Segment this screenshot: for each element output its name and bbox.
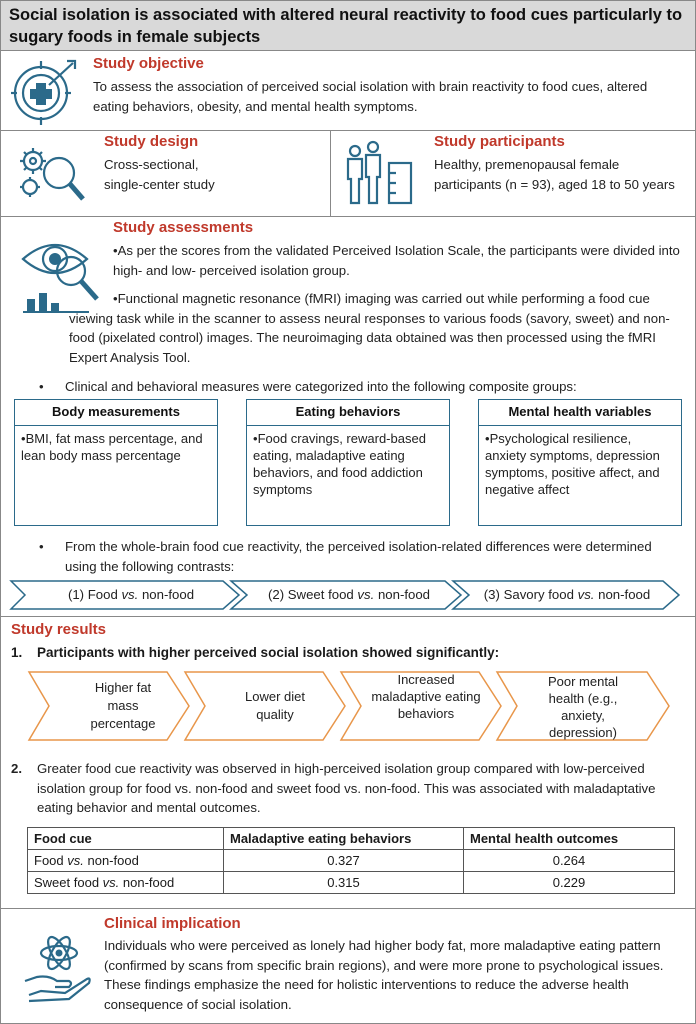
chevron-1: Higher fat mass percentage <box>90 680 156 731</box>
table-header-row <box>28 828 675 850</box>
result-point-1-text: Participants with higher perceived social isolation showed significantly: <box>37 645 500 660</box>
row-1-vs: vs. <box>67 853 84 868</box>
page-title: Social isolation is associated with altered neural reactivity to food cues particularly to sugary foods in female subjects <box>0 0 696 51</box>
table-header-cell: Food cue <box>28 828 224 850</box>
design-heading: Study design <box>104 133 199 150</box>
row-2-pre: Sweet food <box>34 875 103 890</box>
design-line1: Cross-sectional, <box>104 157 199 172</box>
section-divider <box>330 131 331 216</box>
results-table <box>27 827 675 894</box>
table-row <box>28 872 675 894</box>
contrast-3-pre: (3) Savory food <box>483 587 578 602</box>
assessments-heading: Study assessments <box>113 219 254 236</box>
results-section <box>0 617 696 909</box>
table-cell: 0.315 <box>224 872 464 894</box>
implication-heading: Clinical implication <box>104 915 241 932</box>
box-body-text: •BMI, fat mass percentage, and lean body mass percentage <box>21 431 203 463</box>
result-point-2-text: Greater food cue reactivity was observed in high-perceived isolation group compared with low-perceived isolation group for food vs. non-food and sweet food vs. non-food. This was associated with maladaptative eating behavior and mental outcomes. <box>37 761 656 815</box>
box-eating-text: •Food cravings, reward-based eating, maladaptive eating behaviors, and food addiction symptoms <box>253 431 426 497</box>
contrast-3 <box>467 585 667 605</box>
table-cell <box>28 872 224 894</box>
result-point-2-num: 2. <box>11 761 22 776</box>
table-header-cell: Mental health outcomes <box>464 828 675 850</box>
design-line2: single-center study <box>104 177 215 192</box>
row-2-vs: vs. <box>102 875 120 890</box>
result-point-1 <box>11 643 499 663</box>
table-cell <box>28 850 224 872</box>
assessments-section <box>0 217 696 617</box>
assessment-bullet-4-text: From the whole-brain food cue reactivity, the perceived isolation-related differences were determined using the following contrasts: <box>65 539 652 574</box>
assessment-bullet-2-text: Functional magnetic resonance (fMRI) imaging was carried out while performing a food cue viewing task while in the scanner to assess neural responses to various foods (savory, sweet) and non-food (pixelated control) images. The neuroimaging data obtained was then processed using the fMRI Expert Analysis Tool. <box>69 291 670 365</box>
objective-text: To assess the association of perceived social isolation with brain reactivity to food cues, altered eating behaviors, obesity, and mental health symptoms. <box>93 79 648 114</box>
contrast-2-vs: vs. <box>357 587 375 602</box>
contrast-3-post: non-food <box>594 587 651 602</box>
chevron-3: Increased maladaptive eating behaviors <box>371 672 481 721</box>
result-point-1-num: 1. <box>11 645 23 660</box>
assessment-bullet-1: •As per the scores from the validated Perceived Isolation Scale, the participants were divided into high- and low- perceived isolation group. <box>113 243 680 278</box>
people-measure-icon <box>339 139 419 209</box>
assessment-bullet-1-text: As per the scores from the validated Perceived Isolation Scale, the participants were divided into high- and low- perceived isolation group. <box>113 243 680 278</box>
table-row <box>28 850 675 872</box>
row-1-pre: Food <box>34 853 68 868</box>
participants-text: Healthy, premenopausal female participants (n = 93), aged 18 to 50 years <box>434 157 675 192</box>
chevron-2: Lower diet quality <box>245 689 305 722</box>
objective-section <box>0 51 696 131</box>
box-mental-text: •Psychological resilience, anxiety symptoms, depression symptoms, positive affect, and negative affect <box>485 431 660 497</box>
contrast-1-pre: (1) Food <box>67 587 122 602</box>
design-participants-section <box>0 131 696 217</box>
row-1-post: non-food <box>83 853 139 868</box>
contrast-1-post: non-food <box>138 587 195 602</box>
assessment-bullet-3: • Clinical and behavioral measures were categorized into the following composite groups: <box>39 379 577 394</box>
table-header-cell: Maladaptive eating behaviors <box>224 828 464 850</box>
gear-magnifier-icon <box>15 143 89 207</box>
objective-heading: Study objective <box>93 55 204 72</box>
box-eating-behaviors <box>246 399 450 526</box>
contrast-1 <box>31 585 231 605</box>
box-body-content: BMI, fat mass percentage, and lean body mass percentage <box>21 431 203 463</box>
box-mental-title: Mental health variables <box>479 400 681 426</box>
box-body-title: Body measurements <box>15 400 217 426</box>
implication-section <box>0 909 696 1024</box>
results-heading: Study results <box>11 621 107 638</box>
result-point-2 <box>11 759 685 818</box>
table-cell: 0.229 <box>464 872 675 894</box>
contrast-1-vs: vs. <box>121 587 139 602</box>
hand-atom-icon <box>21 931 97 1003</box>
table-cell: 0.264 <box>464 850 675 872</box>
target-icon <box>9 57 81 125</box>
box-mental-content: Psychological resilience, anxiety symptoms, depression symptoms, positive affect, and negative affect <box>485 431 660 497</box>
contrast-2 <box>249 585 449 605</box>
box-mental-health <box>478 399 682 526</box>
assessment-bullet-2: •Functional magnetic resonance (fMRI) imaging was carried out while performing a food cue viewing task while in the scanner to assess neural responses to various foods (savory, sweet) and non-food (pixelated control) images. The neuroimaging data obtained was then processed using the fMRI Expert Analysis Tool. <box>69 291 670 365</box>
chevron-4: Poor mental health (e.g., anxiety, depression) <box>547 674 619 740</box>
table-cell: 0.327 <box>224 850 464 872</box>
box-eating-title: Eating behaviors <box>247 400 449 426</box>
contrast-3-vs: vs. <box>577 587 595 602</box>
box-body-measurements <box>14 399 218 526</box>
contrast-2-pre: (2) Sweet food <box>267 587 358 602</box>
assessment-bullet-3-text: Clinical and behavioral measures were categorized into the following composite groups: <box>65 379 577 394</box>
participants-heading: Study participants <box>434 133 565 150</box>
box-eating-content: Food cravings, reward-based eating, maladaptive eating behaviors, and food addiction symptoms <box>253 431 426 497</box>
contrast-2-post: non-food <box>374 587 431 602</box>
assessment-bullet-4: • From the whole-brain food cue reactivity, the perceived isolation-related differences were determined using the following contrasts: <box>39 539 652 574</box>
implication-text: Individuals who were perceived as lonely had higher body fat, more maladaptive eating pattern (confirmed by scans from specific brain regions), and were more prone to psychological issues. These findings emphasize the need for holistic interventions to reduce the adverse health consequence of social isolation. <box>104 938 664 1012</box>
row-2-post: non-food <box>119 875 175 890</box>
